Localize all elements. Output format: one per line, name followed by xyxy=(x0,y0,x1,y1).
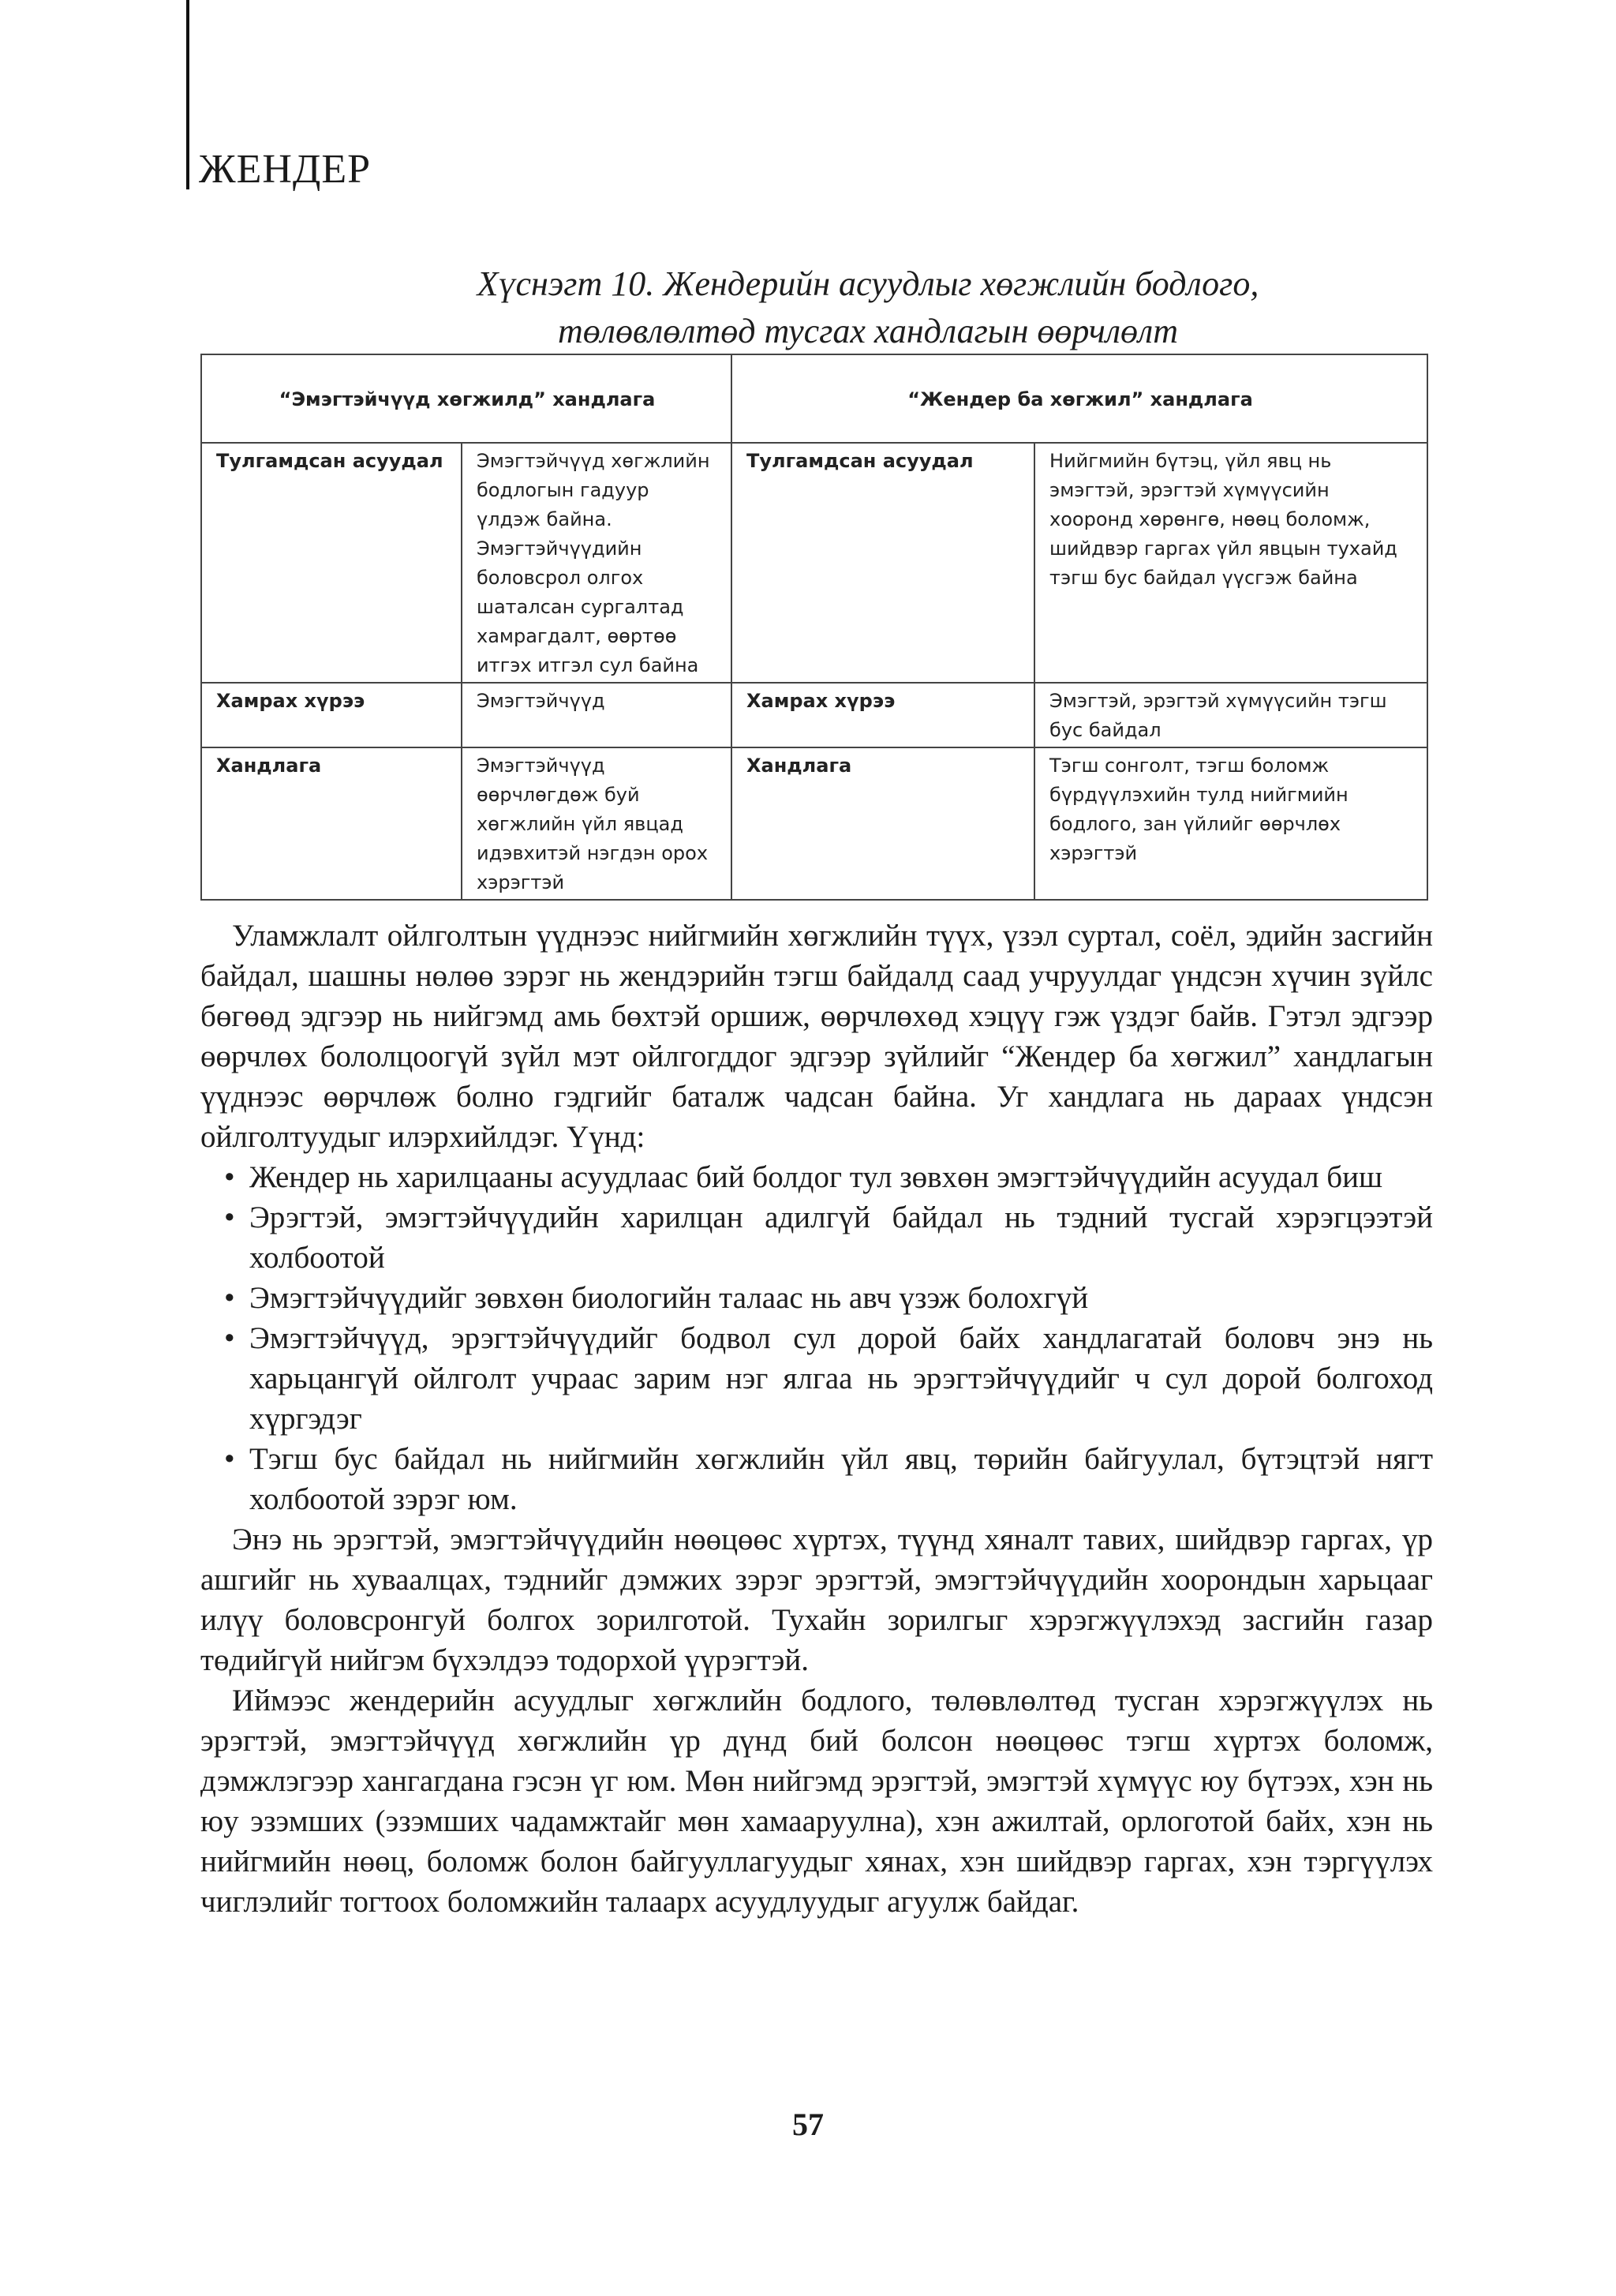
table-caption xyxy=(197,260,1539,355)
bullet-icon: • xyxy=(224,1200,235,1234)
row-label: Хандлага xyxy=(201,747,462,900)
paragraph-1: Уламжлалт ойлголтын үүднээс нийгмийн хөгжлийн түүх, үзэл суртал, соёл, эдийн засгийн байдал, шашны нөлөө зэрэг нь жендэрийн тэгш байдалд саад учруулдаг үндсэн хүчин зүйлс бөгөөд эдгээр нь нийгэмд амь бөхтэй оршиж, өөрчлөхөд хэцүү гэж үздэг байв. Гэтэл эдгээр өөрчлөх бололцоогүй зүйл мэт ойлгогддог эдгээр зүйлийг “Жендер ба хөгжил” хандлагын үүднээс өөрчлөж болно гэдгийг баталж чадсан байна. Уг хандлага нь дараах үндсэн ойлголтуудыг илэрхийлдэг. Үүнд: xyxy=(200,919,1433,1154)
list-item xyxy=(200,1197,1433,1278)
list-item-text: Эрэгтэй, эмэгтэйчүүдийн харилцан адилгүй байдал нь тэдний тусгай хэрэгцээтэй холбоотой xyxy=(249,1200,1433,1275)
bullet-icon: • xyxy=(224,1281,235,1315)
bullet-icon: • xyxy=(224,1321,235,1355)
paragraph-2: Энэ нь эрэгтэй, эмэгтэйчүүдийн нөөцөөс хүртэх, түүнд хяналт тавих, шийдвэр гаргах, үр ашгийг нь хуваалцах, тэднийг дэмжих зэрэг эрэгтэй, эмэгтэйчүүдийн хоорондын харьцааг илүү боловсронгуй болгох зорилготой. Тухайн зорилгыг хэрэгжүүлэхэд засгийн газар төдийгүй нийгэм бүхэлдээ тодорхой үүрэгтэй. xyxy=(200,1523,1433,1677)
running-title: ЖЕНДЕР xyxy=(199,147,372,192)
list-item-text: Жендер нь харилцааны асуудлаас бий болдог тул зөвхөн эмэгтэйчүүдийн асуудал биш xyxy=(249,1160,1383,1194)
page-number: 57 xyxy=(792,2107,824,2142)
table-row xyxy=(201,747,1427,900)
left-approach-heading: “Эмэгтэйчүүд хөгжилд” хандлага xyxy=(201,354,731,443)
list-item xyxy=(200,1318,1433,1439)
bullet-icon: • xyxy=(224,1442,235,1476)
table-row xyxy=(201,683,1427,747)
list-item-text: Тэгш бус байдал нь нийгмийн хөгжлийн үйл явц, төрийн байгуулал, бүтэцтэй нягт холбоотой зэрэг юм. xyxy=(249,1442,1433,1516)
row-label: Тулгамдсан асуудал xyxy=(731,443,1034,683)
row-label: Хамрах хүрээ xyxy=(731,683,1034,747)
row-value: Эмэгтэй, эрэгтэй хүмүүсийн тэгш бус байдал xyxy=(1034,683,1427,747)
table-header-row xyxy=(201,354,1427,443)
paragraph-3: Иймээс жендерийн асуудлыг хөгжлийн бодлого, төлөвлөлтөд тусган хэрэгжүүлэх нь эрэгтэй, эмэгтэйчүүд хөгжлийн үр дүнд бий болсон нөөцөөс тэгш хүртэх боломж, дэмжлэгээр хангагдана гэсэн үг юм. Мөн нийгэмд эрэгтэй, эмэгтэй хүмүүс юу бүтээх, хэн нь юу эзэмших (эзэмших чадамжтайг мөн хамааруулна), хэн ажилтай, орлоготой байх, хэн нь нийгмийн нөөц, боломж болон байгууллагуудыг хянах, хэн шийдвэр гаргах, хэн тэргүүлэх чиглэлийг тогтоох боломжийн талаарх асуудлуудыг агуулж байдаг. xyxy=(200,1684,1433,1919)
row-value: Нийгмийн бүтэц, үйл явц нь эмэгтэй, эрэгтэй хүмүүсийн хооронд хөрөнгө, нөөц боломж, шийдвэр гаргах үйл явцын тухайд тэгш бус байдал үүсгэж байна xyxy=(1034,443,1427,683)
list-item xyxy=(200,1278,1433,1318)
list-item-text: Эмэгтэйчүүдийг зөвхөн биологийн талаас нь авч үзэж болохгүй xyxy=(249,1281,1089,1315)
list-item xyxy=(200,1157,1433,1197)
comparison-table xyxy=(200,354,1428,901)
table-row xyxy=(201,443,1427,683)
list-item xyxy=(200,1439,1433,1519)
row-label: Тулгамдсан асуудал xyxy=(201,443,462,683)
caption-line-1: Хүснэгт 10. Жендерийн асуудлыг хөгжлийн бодлого, xyxy=(477,264,1259,303)
list-item-text: Эмэгтэйчүүд, эрэгтэйчүүдийг бодвол сул дорой байх хандлагатай боловч энэ нь харьцангүй ойлголт учраас зарим нэг ялгаа нь эрэгтэйчүүдийг ч сул дорой болгоход хүргэдэг xyxy=(249,1321,1433,1436)
row-label: Хандлага xyxy=(731,747,1034,900)
body-text xyxy=(200,916,1433,1922)
row-value: Эмэгтэйчүүд хөгжлийн бодлогын гадуур үлдэж байна. Эмэгтэйчүүдийн боловсрол олгох шаталсан сургалтад хамрагдалт, өөртөө итгэх итгэл сул байна xyxy=(462,443,731,683)
bullet-list xyxy=(200,1157,1433,1519)
caption-line-2: төлөвлөлтөд тусгах хандлагын өөрчлөлт xyxy=(557,312,1178,350)
row-value: Эмэгтэйчүүд өөрчлөгдөж буй хөгжлийн үйл явцад идэвхитэй нэгдэн орох хэрэгтэй xyxy=(462,747,731,900)
right-approach-heading: “Жендер ба хөгжил” хандлага xyxy=(731,354,1427,443)
row-value: Тэгш сонголт, тэгш боломж бүрдүүлэхийн тулд нийгмийн бодлого, зан үйлийг өөрчлөх хэрэгтэй xyxy=(1034,747,1427,900)
bullet-icon: • xyxy=(224,1160,235,1194)
header-rule xyxy=(186,0,189,189)
row-value: Эмэгтэйчүүд xyxy=(462,683,731,747)
row-label: Хамрах хүрээ xyxy=(201,683,462,747)
